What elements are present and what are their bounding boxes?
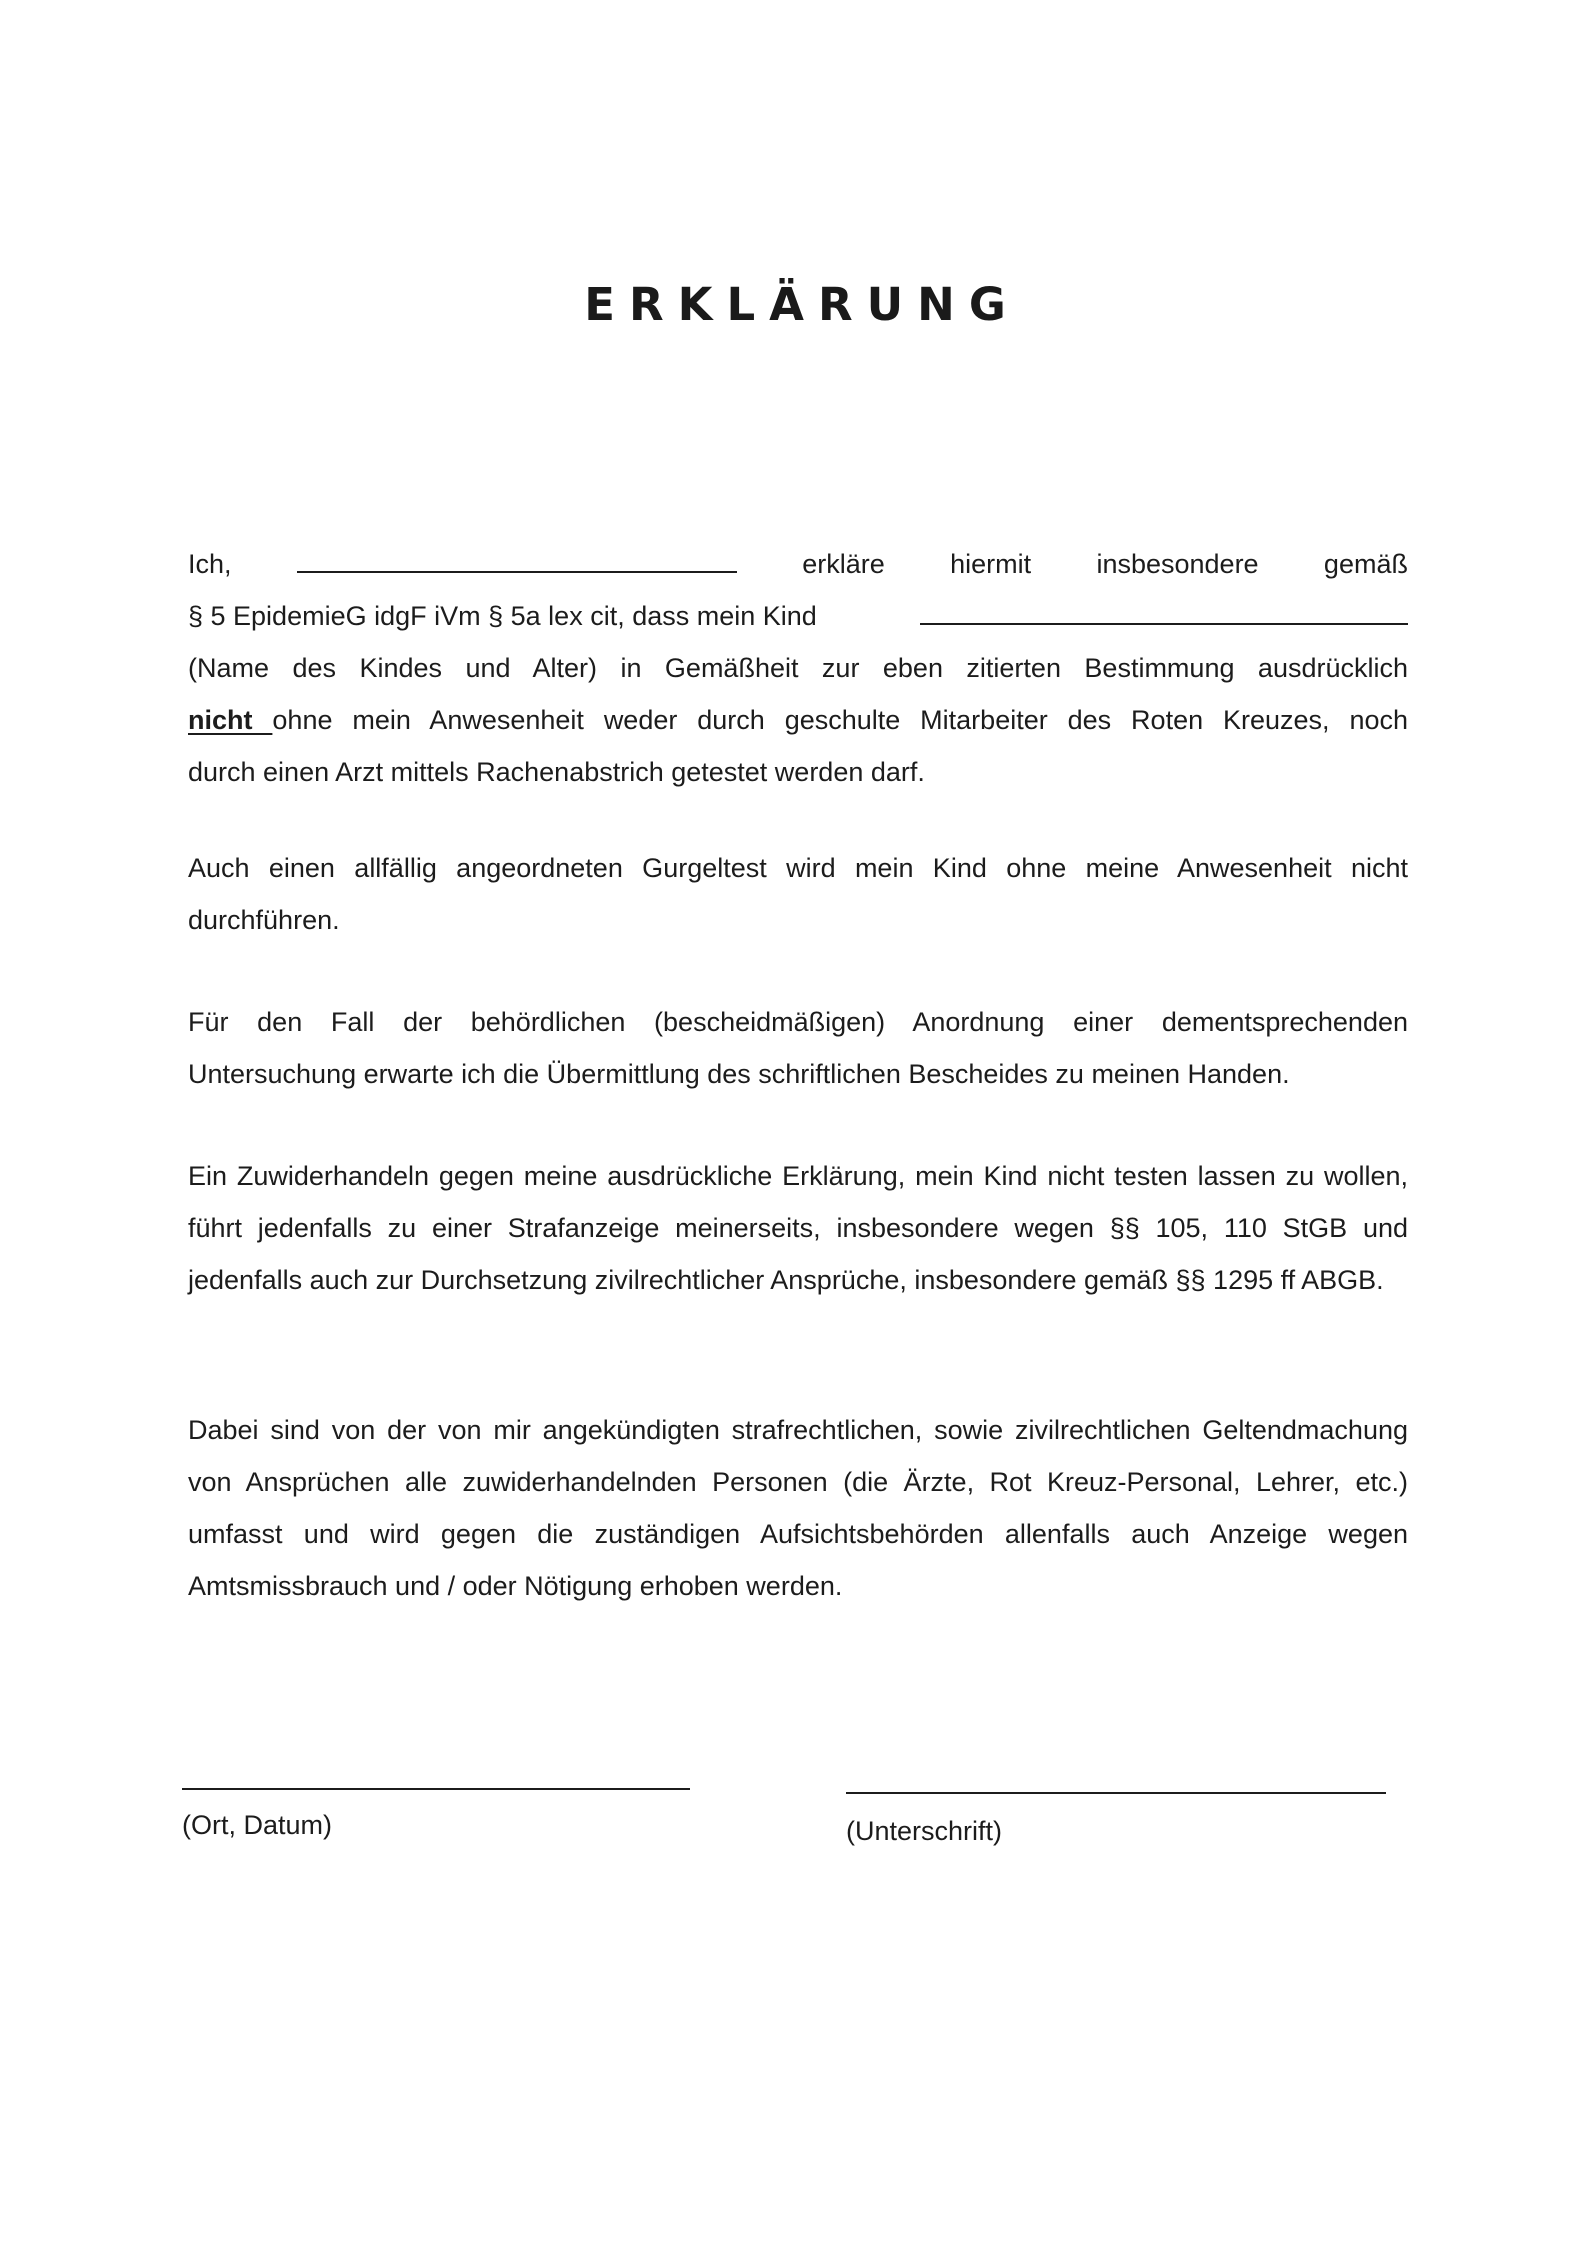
paragraph-declaration: [188, 538, 1408, 798]
paragraph-line: durch einen Arzt mittels Rachenabstrich getestet werden darf.: [188, 757, 925, 787]
word-ich: Ich,: [188, 549, 232, 579]
word-insbesondere: insbesondere: [1096, 549, 1259, 579]
paragraph-aufsichtsbehoerden: Dabei sind von der von mir angekündigten strafrechtlichen, sowie zivilrechtlichen Geltendmachung von Ansprüchen alle zuwiderhandelnden Personen (die Ärzte, Rot Kreuz-Personal, Lehrer, etc.) umfasst und wird gegen die zuständigen Aufsichtsbehörden allenfalls auch Anzeige wegen Amtsmissbrauch und / oder Nötigung erhoben werden.: [188, 1415, 1408, 1601]
document-title: ERKLÄRUNG: [584, 278, 1020, 331]
word-erklaere: erkläre: [802, 549, 885, 579]
paragraph-strafanzeige: Ein Zuwiderhandeln gegen meine ausdrückliche Erklärung, mein Kind nicht testen lassen zu wollen, führt jedenfalls zu einer Strafanzeige meinerseits, insbesondere wegen §§ 105, 110 StGB und jedenfalls auch zur Durchsetzung zivilrechtlicher Ansprüche, insbesondere gemäß §§ 1295 ff ABGB.: [188, 1161, 1408, 1295]
legal-reference-text: § 5 EpidemieG idgF iVm § 5a lex cit, dass mein Kind: [188, 601, 817, 631]
signature-line[interactable]: [846, 1792, 1386, 1794]
paragraph-line-text: ohne mein Anwesenheit weder durch geschulte Mitarbeiter des Roten Kreuzes, noch: [272, 705, 1409, 735]
place-date-line[interactable]: [182, 1788, 690, 1790]
paragraph-line: [188, 538, 1408, 590]
emphasis-nicht: nicht: [188, 705, 273, 735]
word-gemaess: gemäß: [1323, 549, 1408, 579]
paragraph-bescheid: Für den Fall der behördlichen (bescheidmäßigen) Anordnung einer dementsprechenden Untersuchung erwarte ich die Übermittlung des schriftlichen Bescheides zu meinen Handen.: [188, 1007, 1408, 1089]
paragraph-line: [188, 590, 1408, 642]
word-hiermit: hiermit: [950, 549, 1032, 579]
parent-name-blank[interactable]: [297, 551, 737, 573]
place-date-label: (Ort, Datum): [182, 1810, 333, 1840]
paragraph-gurgeltest: Auch einen allfällig angeordneten Gurgeltest wird mein Kind ohne meine Anwesenheit nicht durchführen.: [188, 853, 1408, 935]
paragraph-line: [188, 694, 1408, 746]
paragraph-line: (Name des Kindes und Alter) in Gemäßheit zur eben zitierten Bestimmung ausdrücklich: [188, 653, 1408, 683]
child-name-blank[interactable]: [920, 603, 1408, 625]
signature-label: (Unterschrift): [846, 1816, 1003, 1846]
